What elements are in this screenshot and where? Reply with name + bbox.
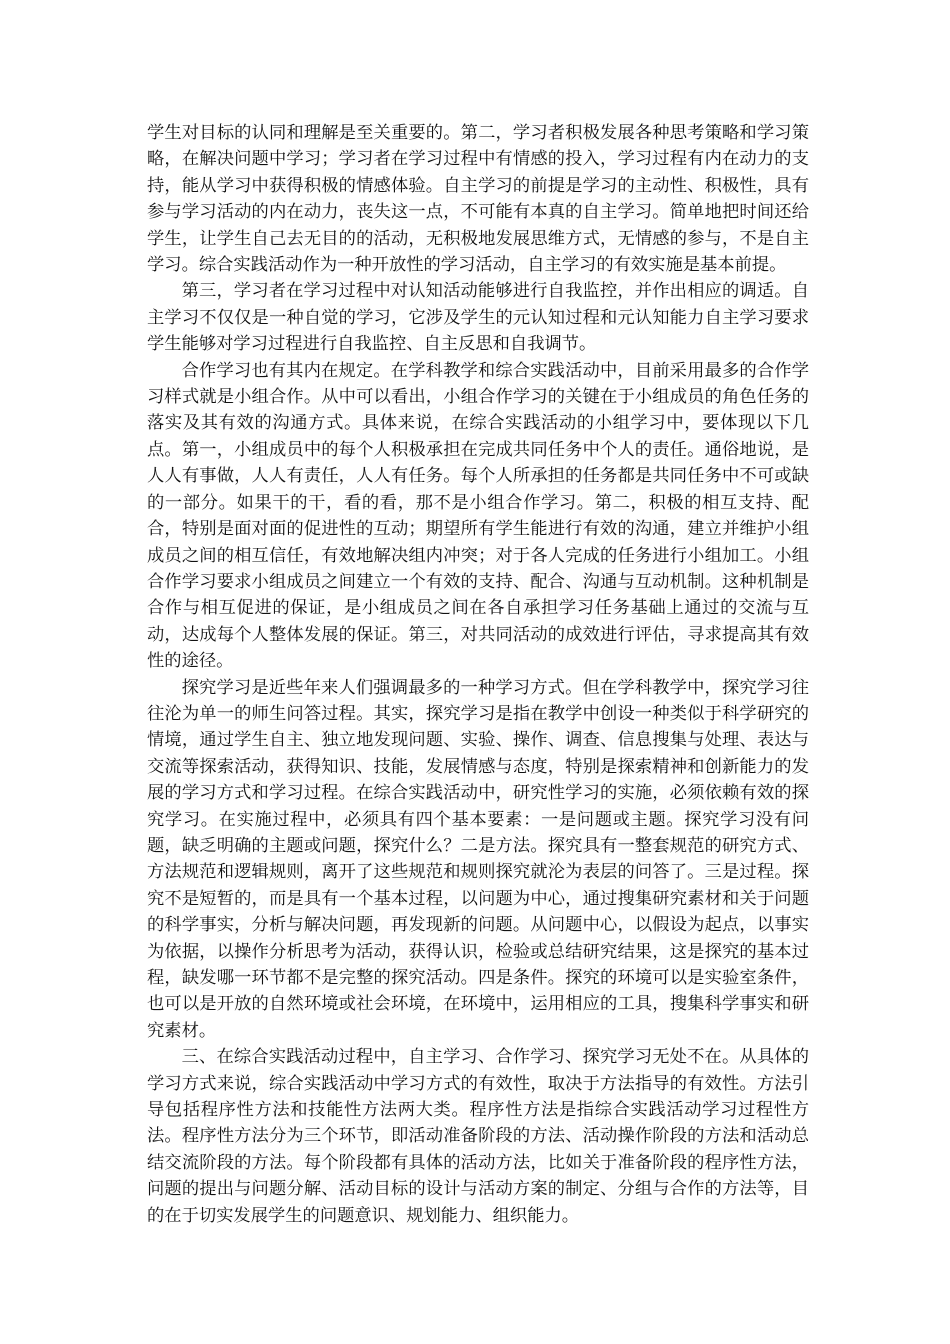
paragraph-5: 三、在综合实践活动过程中，自主学习、合作学习、探究学习无处不在。从具体的学习方式来说，综合实践活动中学习方式的有效性，取决于方法指导的有效性。方法引导包括程序性方法和技能性方法两大类。程序性方法是指综合实践活动学习过程性方法。程序性方法分为三个环节，即活动准备阶段的方法、活动操作阶段的方法和活动总结交流阶段的方法。每个阶段都有具体的活动方法，比如关于准备阶段的程序性方法，问题的提出与问题分解、活动目标的设计与活动方案的制定、分组与合作的方法等，目的在于切实发展学生的问题意识、规划能力、组织能力。 — [147, 1047, 809, 1226]
paragraph-4: 探究学习是近些年来人们强调最多的一种学习方式。但在学科教学中，探究学习往往沦为单一的师生问答过程。其实，探究学习是指在教学中创设一种类似于科学研究的情境，通过学生自主、独立地发现问题、实验、操作、调查、信息搜集与处理、表达与交流等探索活动，获得知识、技能，发展情感与态度，特别是探索精神和创新能力的发展的学习方式和学习过程。在综合实践活动中，研究性学习的实施，必须依赖有效的探究学习。在实施过程中，必须具有四个基本要素：一是问题或主题。探究学习没有问题，缺乏明确的主题或问题，探究什么？二是方法。探究具有一整套规范的研究方式、方法规范和逻辑规则，离开了这些规范和规则探究就沦为表层的问答了。三是过程。探究不是短暂的，而是具有一个基本过程，以问题为中心，通过搜集研究素材和关于问题的科学事实，分析与解决问题，再发现新的问题。从问题中心，以假设为起点，以事实为依据，以操作分析思考为活动，获得认识，检验或总结研究结果，这是探究的基本过程，缺发哪一环节都不是完整的探究活动。四是条件。探究的环境可以是实验室条件，也可以是开放的自然环境或社会环境，在环境中，运用相应的工具，搜集科学事实和研究素材。 — [147, 677, 809, 1041]
paragraph-2: 第三，学习者在学习过程中对认知活动能够进行自我监控，并作出相应的调适。自主学习不仅仅是一种自觉的学习，它涉及学生的元认知过程和元认知能力自主学习要求学生能够对学习过程进行自我监控、自主反思和自我调节。 — [147, 281, 809, 355]
paragraph-3: 合作学习也有其内在规定。在学科教学和综合实践活动中，目前采用最多的合作学习样式就是小组合作。从中可以看出，小组合作学习的关键在于小组成员的角色任务的落实及其有效的沟通方式。具体来说，在综合实践活动的小组学习中，要体现以下几点。第一，小组成员中的每个人积极承担在完成共同任务中个人的责任。通俗地说，是人人有事做，人人有责任，人人有任务。每个人所承担的任务都是共同任务中不可或缺的一部分。如果干的干，看的看，那不是小组合作学习。第二，积极的相互支持、配合，特别是面对面的促进性的互动；期望所有学生能进行有效的沟通，建立并维护小组成员之间的相互信任，有效地解决组内冲突；对于各人完成的任务进行小组加工。小组合作学习要求小组成员之间建立一个有效的支持、配合、沟通与互动机制。这种机制是合作与相互促进的保证，是小组成员之间在各自承担学习任务基础上通过的交流与互动，达成每个人整体发展的保证。第三，对共同活动的成效进行评估，寻求提高其有效性的途径。 — [147, 360, 809, 672]
paragraph-1: 学生对目标的认同和理解是至关重要的。第二，学习者积极发展各种思考策略和学习策略，在解决问题中学习；学习者在学习过程中有情感的投入，学习过程有内在动力的支持，能从学习中获得积极的情感体验。自主学习的前提是学习的主动性、积极性，具有参与学习活动的内在动力，丧失这一点，不可能有本真的自主学习。简单地把时间还给学生，让学生自己去无目的的活动，无积极地发展思维方式，无情感的参与，不是自主学习。综合实践活动作为一种开放性的学习活动，自主学习的有效实施是基本前提。 — [147, 123, 809, 276]
document-page — [147, 120, 809, 1229]
